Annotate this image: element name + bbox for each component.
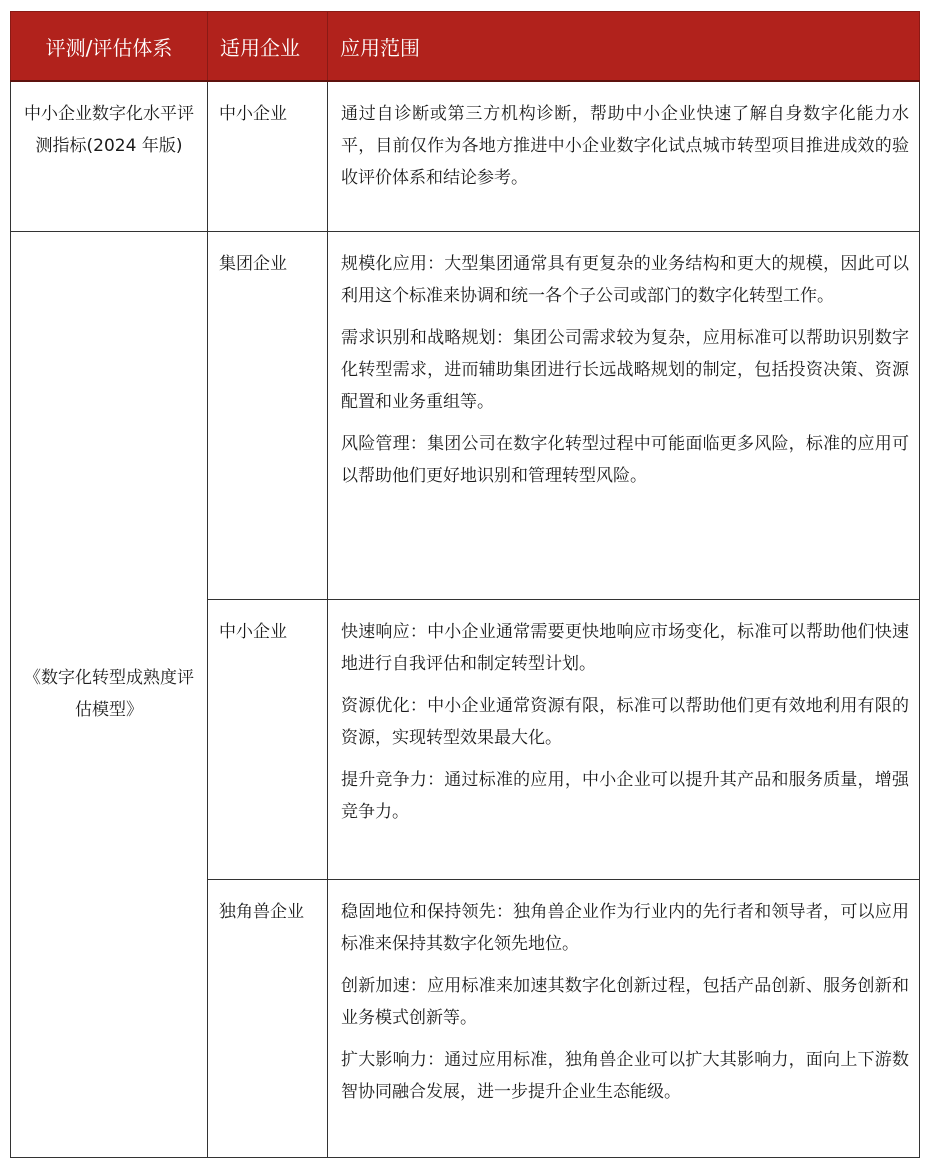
scope-paragraph: 资源优化：中小企业通常资源有限，标准可以帮助他们更有效地利用有限的资源，实现转型效果最大化。 — [341, 695, 909, 748]
enterprise-cell: 中小企业 — [208, 599, 328, 879]
enterprise-cell: 集团企业 — [208, 231, 328, 599]
scope-cell — [328, 879, 920, 1158]
evaluation-system-table — [10, 11, 920, 1158]
scope-paragraph: 提升竞争力：通过标准的应用，中小企业可以提升其产品和服务质量，增强竞争力。 — [341, 769, 909, 822]
enterprise-cell: 中小企业 — [208, 81, 328, 231]
scope-paragraph: 规模化应用：大型集团通常具有更复杂的业务结构和更大的规模，因此可以利用这个标准来协调和统一各个子公司或部门的数字化转型工作。 — [341, 253, 909, 306]
header-evaluation-system: 评测/评估体系 — [11, 12, 208, 82]
scope-paragraph: 稳固地位和保持领先：独角兽企业作为行业内的先行者和领导者，可以应用标准来保持其数字化领先地位。 — [341, 901, 909, 954]
scope-cell — [328, 599, 920, 879]
scope-paragraph: 需求识别和战略规划：集团公司需求较为复杂，应用标准可以帮助识别数字化转型需求，进而辅助集团进行长远战略规划的制定，包括投资决策、资源配置和业务重组等。 — [341, 327, 909, 412]
scope-paragraph: 扩大影响力：通过应用标准，独角兽企业可以扩大其影响力，面向上下游数智协同融合发展，进一步提升企业生态能级。 — [341, 1049, 909, 1102]
scope-paragraph: 通过自诊断或第三方机构诊断，帮助中小企业快速了解自身数字化能力水平，目前仅作为各地方推进中小企业数字化试点城市转型项目推进成效的验收评价体系和结论参考。 — [341, 104, 909, 188]
header-applicable-enterprise: 适用企业 — [208, 12, 328, 82]
system-cell-maturity-model: 《数字化转型成熟度评估模型》 — [11, 231, 208, 1158]
scope-paragraph: 创新加速：应用标准来加速其数字化创新过程，包括产品创新、服务创新和业务模式创新等。 — [341, 975, 909, 1028]
table-row — [11, 231, 920, 599]
table-row — [11, 81, 920, 231]
system-cell-sme-index: 中小企业数字化水平评测指标(2024 年版) — [11, 81, 208, 231]
enterprise-cell: 独角兽企业 — [208, 879, 328, 1158]
header-application-scope: 应用范围 — [328, 12, 920, 82]
scope-paragraph: 风险管理：集团公司在数字化转型过程中可能面临更多风险，标准的应用可以帮助他们更好地识别和管理转型风险。 — [341, 433, 909, 486]
table-header-row — [11, 12, 920, 82]
scope-cell — [328, 231, 920, 599]
scope-cell — [328, 81, 920, 231]
scope-paragraph: 快速响应：中小企业通常需要更快地响应市场变化，标准可以帮助他们快速地进行自我评估和制定转型计划。 — [341, 621, 909, 674]
